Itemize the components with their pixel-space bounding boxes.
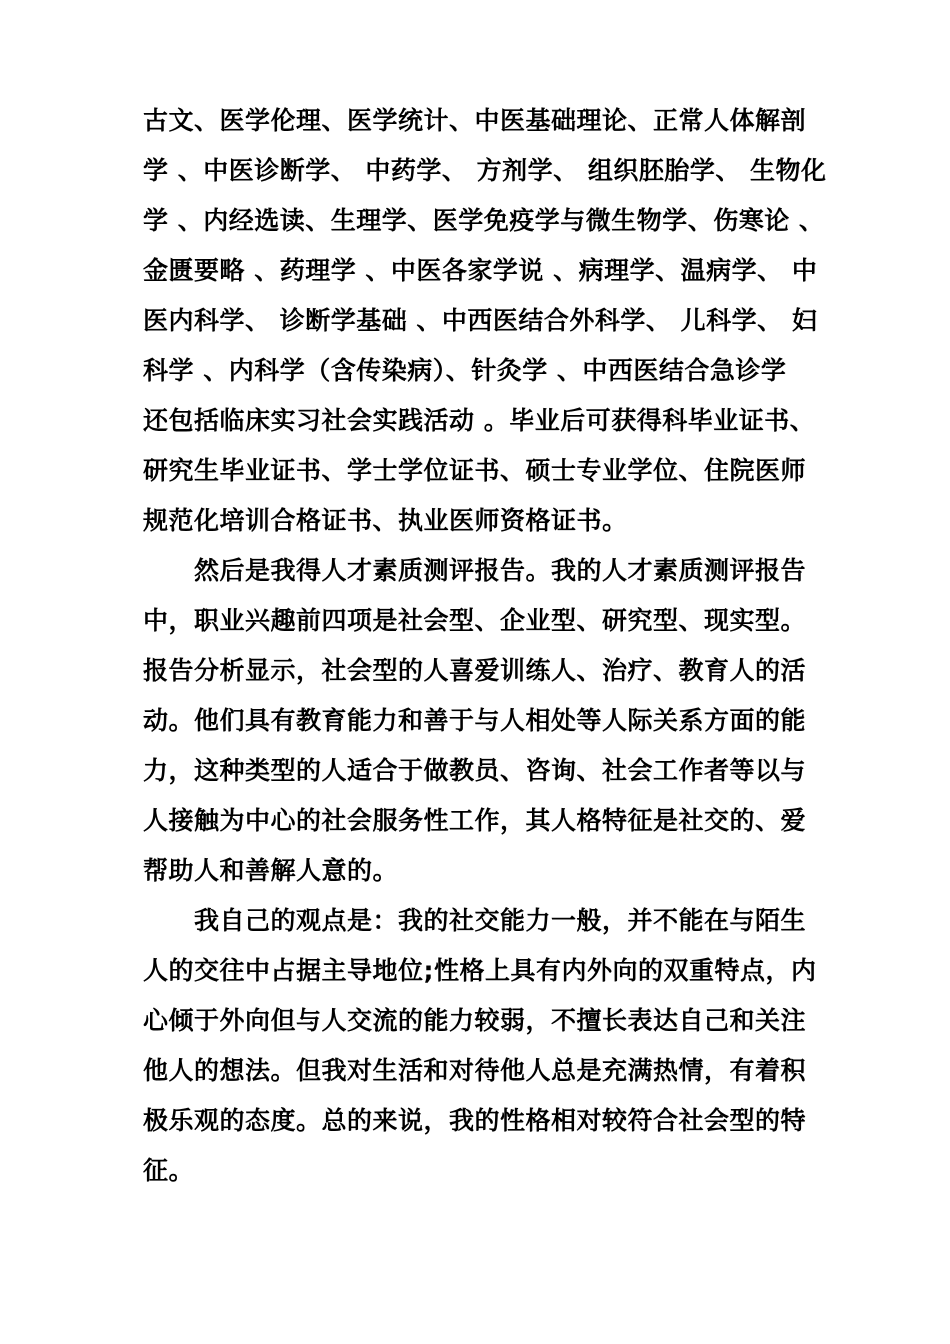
text-line: 金匮要略 、药理学 、中医各家学说 、病理学、温病学、 中 bbox=[143, 256, 818, 285]
text-line: 动。他们具有教育能力和善于与人相处等人际关系方面的能 bbox=[143, 706, 807, 735]
text-line: 我自己的观点是：我的社交能力一般，并不能在与陌生 bbox=[143, 906, 807, 935]
text-line: 研究生毕业证书、学士学位证书、硕士专业学位、住院医师 bbox=[143, 456, 807, 485]
text-line: 科学 、内科学（含传染病）、针灸学 、中西医结合急诊学 bbox=[143, 356, 787, 385]
text-line: 人接触为中心的社会服务性工作，其人格特征是社交的、爱 bbox=[143, 806, 807, 835]
text-line: 然后是我得人才素质测评报告。我的人才素质测评报告 bbox=[143, 556, 807, 585]
text-line: 还包括临床实习社会实践活动 。毕业后可获得科毕业证书、 bbox=[143, 406, 816, 435]
text-line: 征。 bbox=[143, 1156, 195, 1185]
text-line: 医内科学、 诊断学基础 、中西医结合外科学、 儿科学、 妇 bbox=[143, 306, 818, 335]
text-line: 帮助人和善解人意的。 bbox=[143, 856, 399, 885]
text-line: 力，这种类型的人适合于做教员、咨询、社会工作者等以与 bbox=[143, 756, 807, 785]
text-line: 古文、医学伦理、医学统计、中医基础理论、正常人体解剖 bbox=[143, 106, 807, 135]
text-line: 学 、内经选读、生理学、医学免疫学与微生物学、伤寒论 、 bbox=[143, 206, 825, 235]
document-body bbox=[143, 96, 827, 1196]
text-line: 报告分析显示，社会型的人喜爱训练人、治疗、教育人的活 bbox=[143, 656, 807, 685]
text-line: 学 、中医诊断学、 中药学、 方剂学、 组织胚胎学、 生物化 bbox=[143, 156, 827, 185]
text-line: 心倾于外向但与人交流的能力较弱，不擅长表达自己和关注 bbox=[143, 1006, 807, 1035]
text-line: 中，职业兴趣前四项是社会型、企业型、研究型、现实型。 bbox=[143, 606, 807, 635]
text-line: 规范化培训合格证书、执业医师资格证书。 bbox=[143, 506, 628, 535]
text-line: 他人的想法。但我对生活和对待他人总是充满热情，有着积 bbox=[143, 1056, 807, 1085]
text-line: 极乐观的态度。总的来说，我的性格相对较符合社会型的特 bbox=[143, 1106, 807, 1135]
text-line: 人的交往中占据主导地位;性格上具有内外向的双重特点，内 bbox=[143, 956, 817, 985]
